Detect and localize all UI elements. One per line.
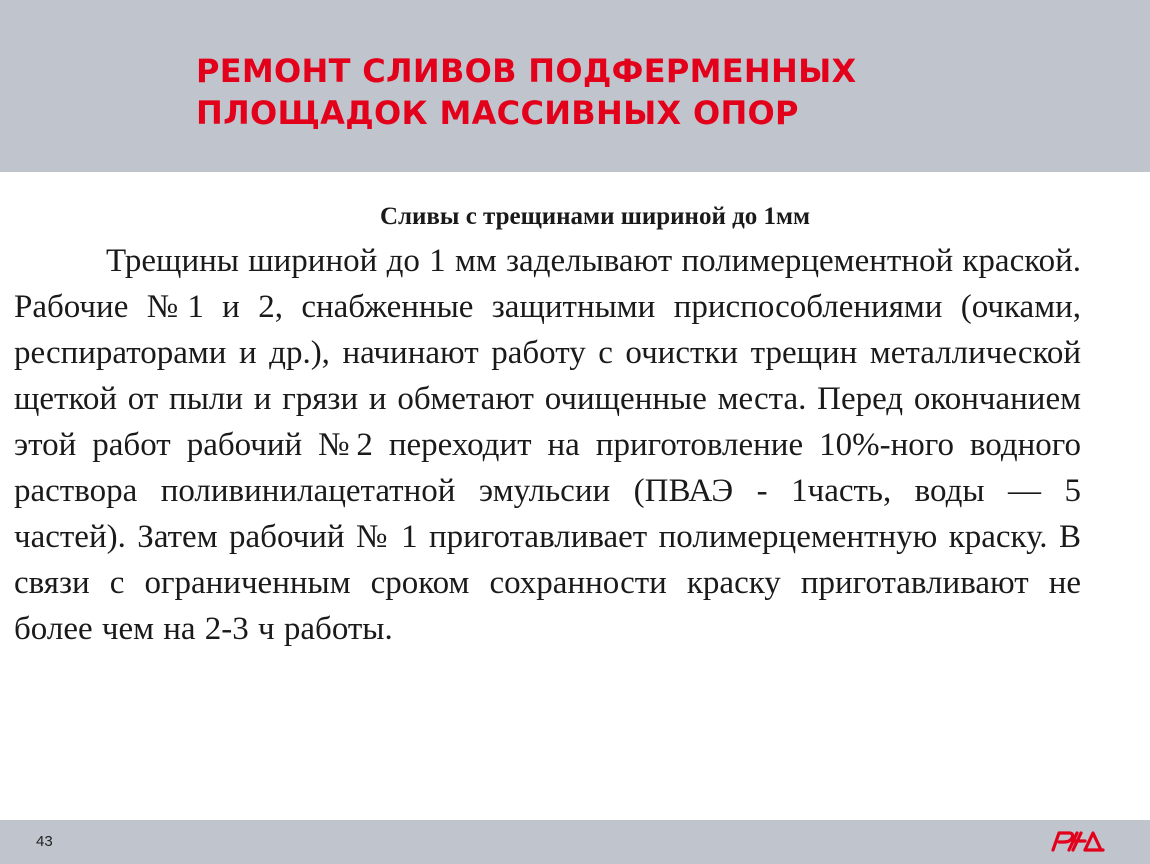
body-paragraph: Трещины шириной до 1 мм заделывают полимерцементной краской. Рабочие №1 и 2, снабженные защитными приспособлениями (очками, респираторами и др.), начинают работу с очистки трещин металлической щеткой от пыли и грязи и обметают очищенные места. Перед окончанием этой работ рабочий №2 переходит на приготовление 10%-ного водного раствора поливинилацетатной эмульсии (ПВАЭ - 1часть, воды — 5 частей). Затем рабочий № 1 приготавливает полимерцементную краску. В связи с ограниченным сроком сохранности краску приготавливают не более чем на 2-3 ч работы. xyxy=(14,243,1081,647)
slide-title-line-1: РЕМОНТ СЛИВОВ ПОДФЕРМЕННЫХ xyxy=(196,52,857,90)
section-subheading: Сливы с трещинами шириной до 1мм xyxy=(379,203,811,230)
footer-band xyxy=(0,820,1150,864)
rzd-logo-icon-graphic xyxy=(1047,828,1105,854)
slide-title-line-2: ПЛОЩАДОК МАССИВНЫХ ОПОР xyxy=(196,94,799,132)
page-number: 43 xyxy=(36,833,53,850)
slide-title xyxy=(196,50,1096,134)
